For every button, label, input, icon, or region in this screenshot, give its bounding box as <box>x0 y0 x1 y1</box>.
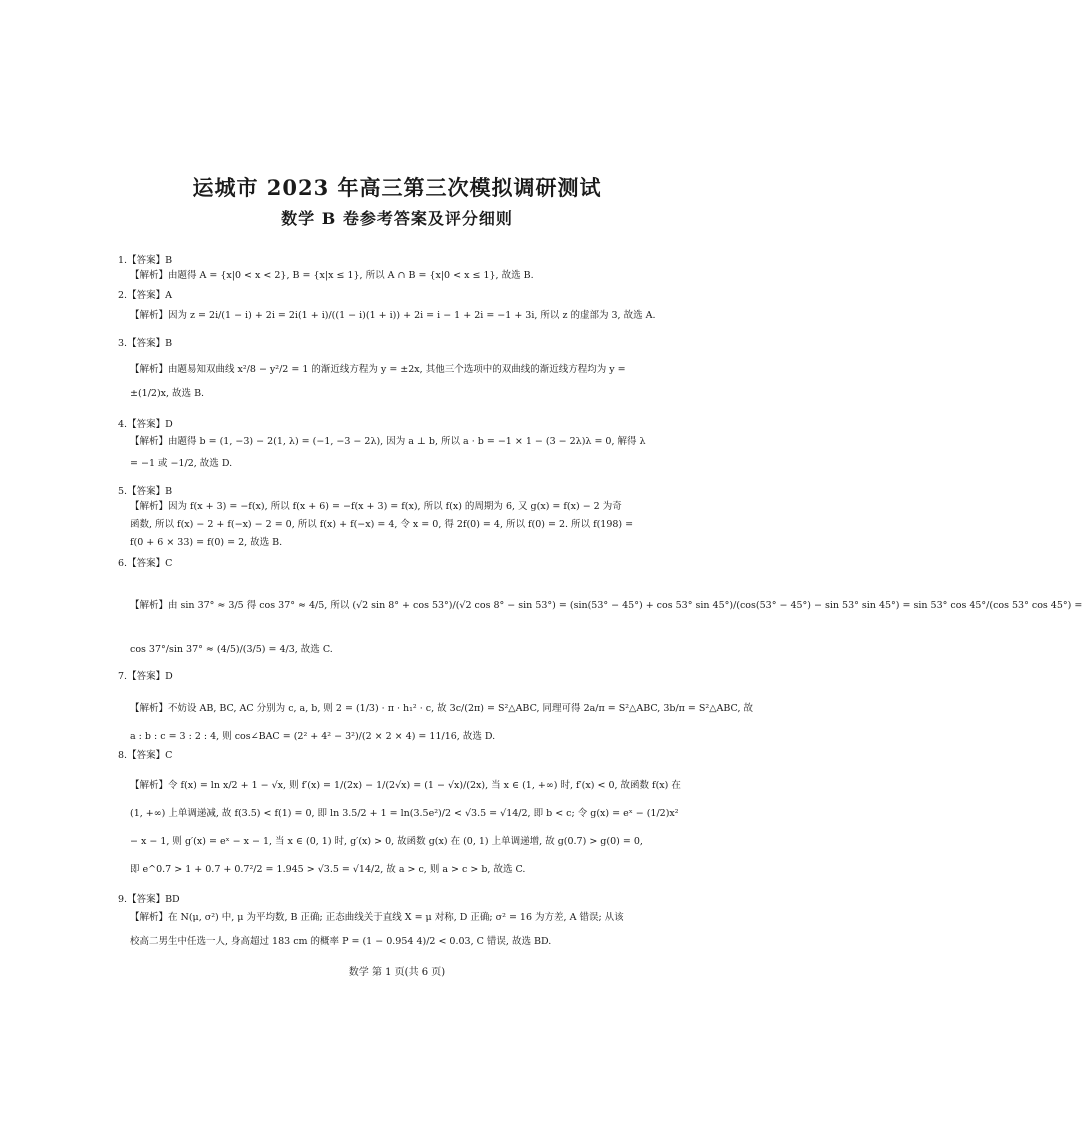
analysis-line: a : b : c = 3 : 2 : 4, 则 cos∠BAC = (2² + 4² − 3²)/(2 × 2 × 4) = 11/16, 故选 D. <box>130 731 496 742</box>
question-6-analysis <box>118 570 1082 672</box>
question-6-answer: 6.【答案】C <box>118 558 173 569</box>
question-2 <box>118 289 678 325</box>
page-subtitle: 数学 B 卷参考答案及评分细则 <box>281 209 513 228</box>
question-8 <box>118 749 681 884</box>
question-1 <box>118 254 678 285</box>
question-7-analysis <box>118 683 754 751</box>
analysis-line: 函数, 所以 f(x) − 2 + f(−x) − 2 = 0, 所以 f(x) + f(−x) = 4, 令 x = 0, 得 2f(0) = 4, 所以 f(0) = 2. 所以 f(198) = <box>130 519 634 530</box>
analysis-line: 【解析】令 f(x) = ln x/2 + 1 − √x, 则 f′(x) = 1/(2x) − 1/(2√x) = (1 − √x)/(2x), 当 x ∈ (1, +∞) 时, f′(x) < 0, 故函数 f(x) 在 <box>130 780 681 791</box>
question-3 <box>118 337 678 406</box>
question-1-answer: 1.【答案】B <box>118 255 173 266</box>
question-7 <box>118 670 754 751</box>
analysis-line: 【解析】由题得 b = (1, −3) − 2(1, λ) = (−1, −3 − 2λ), 因为 a ⊥ b, 所以 a · b = −1 × 1 − (3 − 2λ)λ = 0, 解得 λ <box>130 436 646 447</box>
analysis-line: ±(1/2)x, 故选 B. <box>130 388 205 399</box>
analysis-line: 【解析】在 N(μ, σ²) 中, μ 为平均数, B 正确; 正态曲线关于直线 X = μ 对称, D 正确; σ² = 16 为方差, A 错误; 从该 <box>130 912 624 923</box>
analysis-line: (1, +∞) 上单调递减, 故 f(3.5) < f(1) = 0, 即 ln 3.5/2 + 1 = ln(3.5e²)/2 < √3.5 = √14/2, 即 b < c; 令 g(x) = eˣ − (1/2)x² <box>130 808 679 819</box>
analysis-line: 【解析】由题得 A = {x|0 < x < 2}, B = {x|x ≤ 1}, 所以 A ∩ B = {x|0 < x ≤ 1}, 故选 B. <box>130 270 534 281</box>
analysis-line: cos 37°/sin 37° ≈ (4/5)/(3/5) = 4/3, 故选 C. <box>130 644 333 655</box>
question-1-analysis <box>118 267 678 285</box>
question-9-answer: 9.【答案】BD <box>118 894 180 905</box>
analysis-line: 即 e^0.7 > 1 + 0.7 + 0.7²/2 = 1.945 > √3.5 = √14/2, 故 a > c, 则 a > c > b, 故选 C. <box>130 864 526 875</box>
question-5-answer: 5.【答案】B <box>118 486 173 497</box>
question-6 <box>118 557 1082 672</box>
question-5-analysis <box>118 498 678 552</box>
question-2-answer: 2.【答案】A <box>118 290 172 301</box>
analysis-line: 【解析】因为 f(x + 3) = −f(x), 所以 f(x + 6) = −f(x + 3) = f(x), 所以 f(x) 的周期为 6, 又 g(x) = f(x) − 2 为奇 <box>130 501 622 512</box>
question-4-analysis <box>118 431 678 475</box>
page-footer: 数学 第 1 页(共 6 页) <box>348 967 446 978</box>
question-7-answer: 7.【答案】D <box>118 671 173 682</box>
question-2-analysis <box>118 302 678 325</box>
analysis-line: = −1 或 −1/2, 故选 D. <box>130 458 233 469</box>
analysis-line: 【解析】由 sin 37° ≈ 3/5 得 cos 37° ≈ 4/5, 所以 (√2 sin 8° + cos 53°)/(√2 cos 8° − sin 53°) = (sin(53° − 45°) + cos 53° sin 45°)/(cos(53° − 45°) − sin 53° sin 45°) = sin 53° cos 45°/(cos 53° cos 45°) = <box>130 600 1082 611</box>
question-8-analysis <box>118 762 681 884</box>
analysis-line: 【解析】由题易知双曲线 x²/8 − y²/2 = 1 的渐近线方程为 y = ±2x, 其他三个选项中的双曲线的渐近线方程均为 y = <box>130 364 626 375</box>
question-3-answer: 3.【答案】B <box>118 338 173 349</box>
question-9 <box>118 893 678 954</box>
question-3-analysis <box>118 350 678 406</box>
question-8-answer: 8.【答案】C <box>118 750 173 761</box>
question-9-analysis <box>118 906 678 954</box>
analysis-line: 【解析】因为 z = 2i/(1 − i) + 2i = 2i(1 + i)/((1 − i)(1 + i)) + 2i = i − 1 + 2i = −1 + 3i, 所以 z 的虚部为 3, 故选 A. <box>130 310 656 321</box>
question-4 <box>118 418 678 475</box>
analysis-line: − x − 1, 则 g′(x) = eˣ − x − 1, 当 x ∈ (0, 1) 时, g′(x) > 0, 故函数 g(x) 在 (0, 1) 上单调递增, 故 g(0.7) > g(0) = 0, <box>130 836 643 847</box>
question-5 <box>118 485 678 552</box>
page-title: 运城市 2023 年高三第三次模拟调研测试 <box>192 175 602 200</box>
analysis-line: f(0 + 6 × 33) = f(0) = 2, 故选 B. <box>130 537 283 548</box>
analysis-line: 校高二男生中任选一人, 身高超过 183 cm 的概率 P = (1 − 0.954 4)/2 < 0.03, C 错误, 故选 BD. <box>130 936 552 947</box>
question-4-answer: 4.【答案】D <box>118 419 173 430</box>
analysis-line: 【解析】不妨设 AB, BC, AC 分别为 c, a, b, 则 2 = (1/3) · π · h₁² · c, 故 3c/(2π) = S²△ABC, 同理可得 2a/π = S²△ABC, 3b/π = S²△ABC, 故 <box>130 703 754 714</box>
